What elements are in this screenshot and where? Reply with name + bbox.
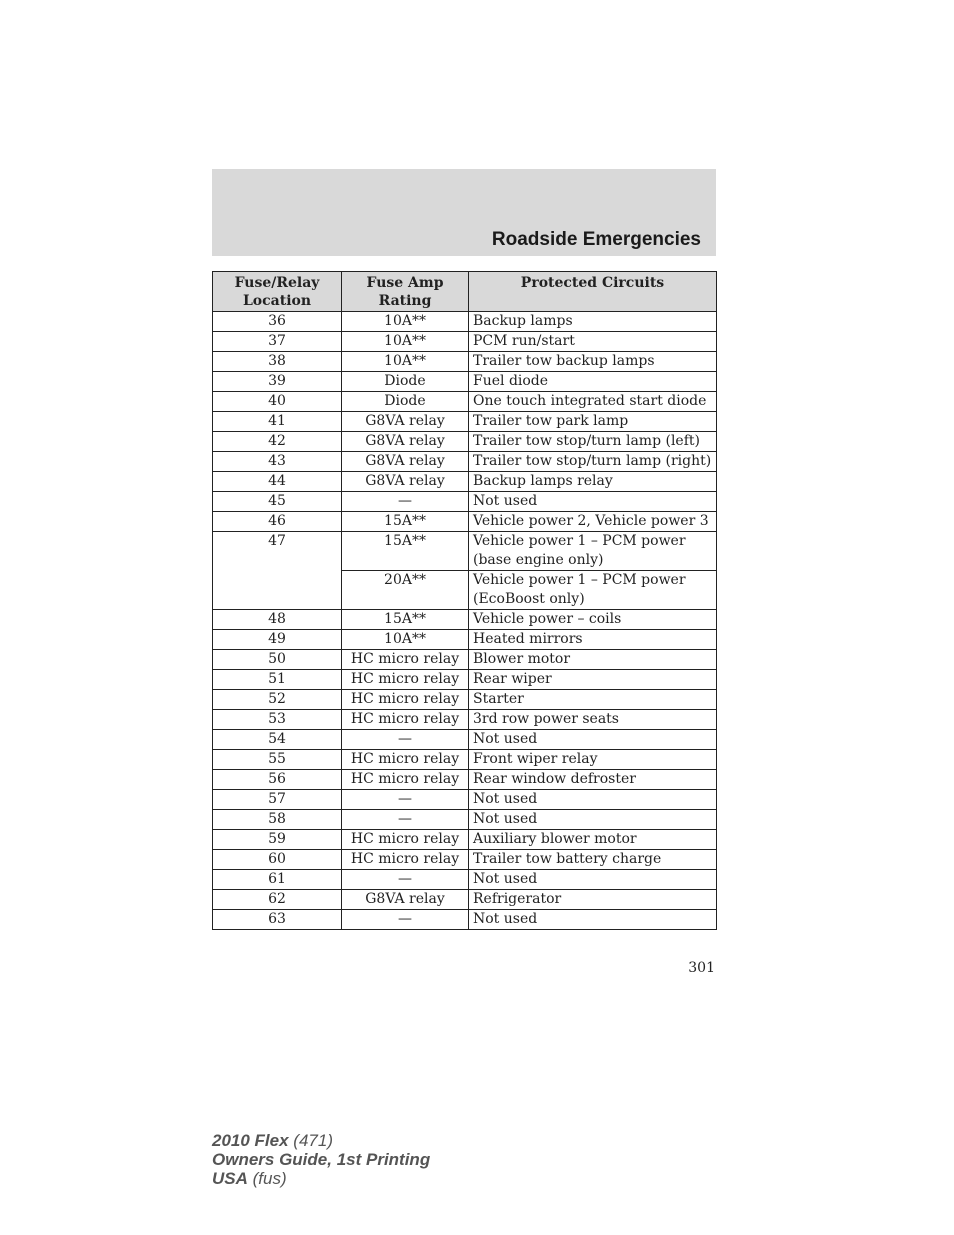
footer-model: 2010 Flex bbox=[212, 1131, 289, 1150]
cell-rating: — bbox=[342, 810, 469, 830]
cell-location: 60 bbox=[213, 850, 342, 870]
cell-circuit: Vehicle power 2, Vehicle power 3 bbox=[469, 512, 717, 532]
cell-rating: G8VA relay bbox=[342, 412, 469, 432]
cell-circuit: Not used bbox=[469, 492, 717, 512]
cell-location: 53 bbox=[213, 710, 342, 730]
cell-rating: HC micro relay bbox=[342, 830, 469, 850]
cell-location: 48 bbox=[213, 610, 342, 630]
cell-location: 41 bbox=[213, 412, 342, 432]
table-row bbox=[213, 452, 717, 472]
cell-location: 47 bbox=[213, 532, 342, 610]
column-header-location: Fuse/Relay Location bbox=[213, 272, 342, 312]
cell-circuit: Blower motor bbox=[469, 650, 717, 670]
table-row bbox=[213, 690, 717, 710]
cell-circuit: Starter bbox=[469, 690, 717, 710]
cell-circuit: Not used bbox=[469, 790, 717, 810]
cell-location: 38 bbox=[213, 352, 342, 372]
cell-rating: G8VA relay bbox=[342, 890, 469, 910]
table-row bbox=[213, 710, 717, 730]
cell-location: 37 bbox=[213, 332, 342, 352]
footer-line-model bbox=[212, 1131, 430, 1150]
table-row bbox=[213, 472, 717, 492]
cell-rating: HC micro relay bbox=[342, 670, 469, 690]
cell-circuit: Fuel diode bbox=[469, 372, 717, 392]
cell-circuit: Trailer tow stop/turn lamp (right) bbox=[469, 452, 717, 472]
cell-circuit: Not used bbox=[469, 730, 717, 750]
cell-circuit: Vehicle power 1 – PCM power (EcoBoost only) bbox=[469, 571, 717, 610]
table-row bbox=[213, 412, 717, 432]
table-row bbox=[213, 332, 717, 352]
column-header-circuits: Protected Circuits bbox=[469, 272, 717, 312]
cell-circuit: Trailer tow battery charge bbox=[469, 850, 717, 870]
cell-rating: HC micro relay bbox=[342, 650, 469, 670]
cell-rating: 20A** bbox=[342, 571, 469, 610]
cell-rating: G8VA relay bbox=[342, 432, 469, 452]
cell-circuit: Rear wiper bbox=[469, 670, 717, 690]
footer-imprint bbox=[212, 1131, 430, 1188]
cell-circuit: Vehicle power 1 – PCM power (base engine only) bbox=[469, 532, 717, 571]
footer-line-guide bbox=[212, 1150, 430, 1169]
cell-location: 40 bbox=[213, 392, 342, 412]
cell-rating: 10A** bbox=[342, 630, 469, 650]
table-row bbox=[213, 810, 717, 830]
cell-circuit: Trailer tow stop/turn lamp (left) bbox=[469, 432, 717, 452]
cell-circuit: Rear window defroster bbox=[469, 770, 717, 790]
section-header-band bbox=[212, 169, 716, 256]
cell-location: 57 bbox=[213, 790, 342, 810]
cell-location: 44 bbox=[213, 472, 342, 492]
table-row bbox=[213, 432, 717, 452]
page-number: 301 bbox=[688, 960, 715, 976]
cell-rating: — bbox=[342, 910, 469, 930]
cell-circuit: Refrigerator bbox=[469, 890, 717, 910]
table-row bbox=[213, 890, 717, 910]
cell-location: 54 bbox=[213, 730, 342, 750]
cell-circuit: Heated mirrors bbox=[469, 630, 717, 650]
cell-rating: HC micro relay bbox=[342, 710, 469, 730]
cell-location: 56 bbox=[213, 770, 342, 790]
cell-location: 58 bbox=[213, 810, 342, 830]
cell-rating: — bbox=[342, 730, 469, 750]
cell-location: 62 bbox=[213, 890, 342, 910]
cell-circuit: Trailer tow park lamp bbox=[469, 412, 717, 432]
table-row bbox=[213, 910, 717, 930]
cell-rating: Diode bbox=[342, 392, 469, 412]
table-row bbox=[213, 532, 717, 571]
cell-circuit: Not used bbox=[469, 910, 717, 930]
cell-rating: 15A** bbox=[342, 512, 469, 532]
cell-location: 39 bbox=[213, 372, 342, 392]
cell-rating: HC micro relay bbox=[342, 690, 469, 710]
cell-location: 55 bbox=[213, 750, 342, 770]
table-row bbox=[213, 870, 717, 890]
footer-model-code: (471) bbox=[293, 1131, 333, 1150]
cell-rating: 10A** bbox=[342, 332, 469, 352]
cell-rating: Diode bbox=[342, 372, 469, 392]
table-row bbox=[213, 790, 717, 810]
cell-location: 36 bbox=[213, 312, 342, 332]
column-header-rating: Fuse Amp Rating bbox=[342, 272, 469, 312]
cell-location: 61 bbox=[213, 870, 342, 890]
table-row bbox=[213, 512, 717, 532]
cell-rating: — bbox=[342, 790, 469, 810]
table-row bbox=[213, 392, 717, 412]
table-row bbox=[213, 312, 717, 332]
cell-location: 42 bbox=[213, 432, 342, 452]
cell-rating: HC micro relay bbox=[342, 850, 469, 870]
table-row bbox=[213, 352, 717, 372]
cell-rating: — bbox=[342, 870, 469, 890]
table-row bbox=[213, 730, 717, 750]
cell-location: 45 bbox=[213, 492, 342, 512]
cell-circuit: Auxiliary blower motor bbox=[469, 830, 717, 850]
cell-circuit: Backup lamps relay bbox=[469, 472, 717, 492]
table-header-row bbox=[213, 272, 717, 312]
cell-circuit: One touch integrated start diode bbox=[469, 392, 717, 412]
table-row bbox=[213, 630, 717, 650]
fuse-table-body bbox=[213, 312, 717, 930]
cell-location: 43 bbox=[213, 452, 342, 472]
cell-rating: G8VA relay bbox=[342, 472, 469, 492]
table-row bbox=[213, 830, 717, 850]
cell-rating: 15A** bbox=[342, 610, 469, 630]
table-row bbox=[213, 372, 717, 392]
cell-circuit: 3rd row power seats bbox=[469, 710, 717, 730]
cell-circuit: Vehicle power – coils bbox=[469, 610, 717, 630]
table-row bbox=[213, 850, 717, 870]
table-row bbox=[213, 770, 717, 790]
cell-circuit: PCM run/start bbox=[469, 332, 717, 352]
cell-circuit: Not used bbox=[469, 870, 717, 890]
cell-rating: 10A** bbox=[342, 352, 469, 372]
table-row bbox=[213, 650, 717, 670]
footer-market-code: (fus) bbox=[252, 1169, 287, 1188]
table-row bbox=[213, 610, 717, 630]
footer-market: USA bbox=[212, 1169, 248, 1188]
cell-location: 46 bbox=[213, 512, 342, 532]
cell-rating: — bbox=[342, 492, 469, 512]
cell-circuit: Backup lamps bbox=[469, 312, 717, 332]
cell-rating: HC micro relay bbox=[342, 750, 469, 770]
footer-line-market bbox=[212, 1169, 430, 1188]
fuse-table bbox=[212, 271, 717, 930]
cell-rating: G8VA relay bbox=[342, 452, 469, 472]
cell-location: 52 bbox=[213, 690, 342, 710]
cell-location: 63 bbox=[213, 910, 342, 930]
cell-location: 51 bbox=[213, 670, 342, 690]
cell-rating: HC micro relay bbox=[342, 770, 469, 790]
table-row bbox=[213, 492, 717, 512]
cell-location: 50 bbox=[213, 650, 342, 670]
cell-circuit: Trailer tow backup lamps bbox=[469, 352, 717, 372]
section-title: Roadside Emergencies bbox=[491, 229, 701, 250]
cell-rating: 15A** bbox=[342, 532, 469, 571]
table-row bbox=[213, 670, 717, 690]
cell-circuit: Not used bbox=[469, 810, 717, 830]
cell-circuit: Front wiper relay bbox=[469, 750, 717, 770]
table-row bbox=[213, 750, 717, 770]
cell-rating: 10A** bbox=[342, 312, 469, 332]
cell-location: 49 bbox=[213, 630, 342, 650]
footer-guide: Owners Guide, 1st Printing bbox=[212, 1150, 431, 1169]
cell-location: 59 bbox=[213, 830, 342, 850]
